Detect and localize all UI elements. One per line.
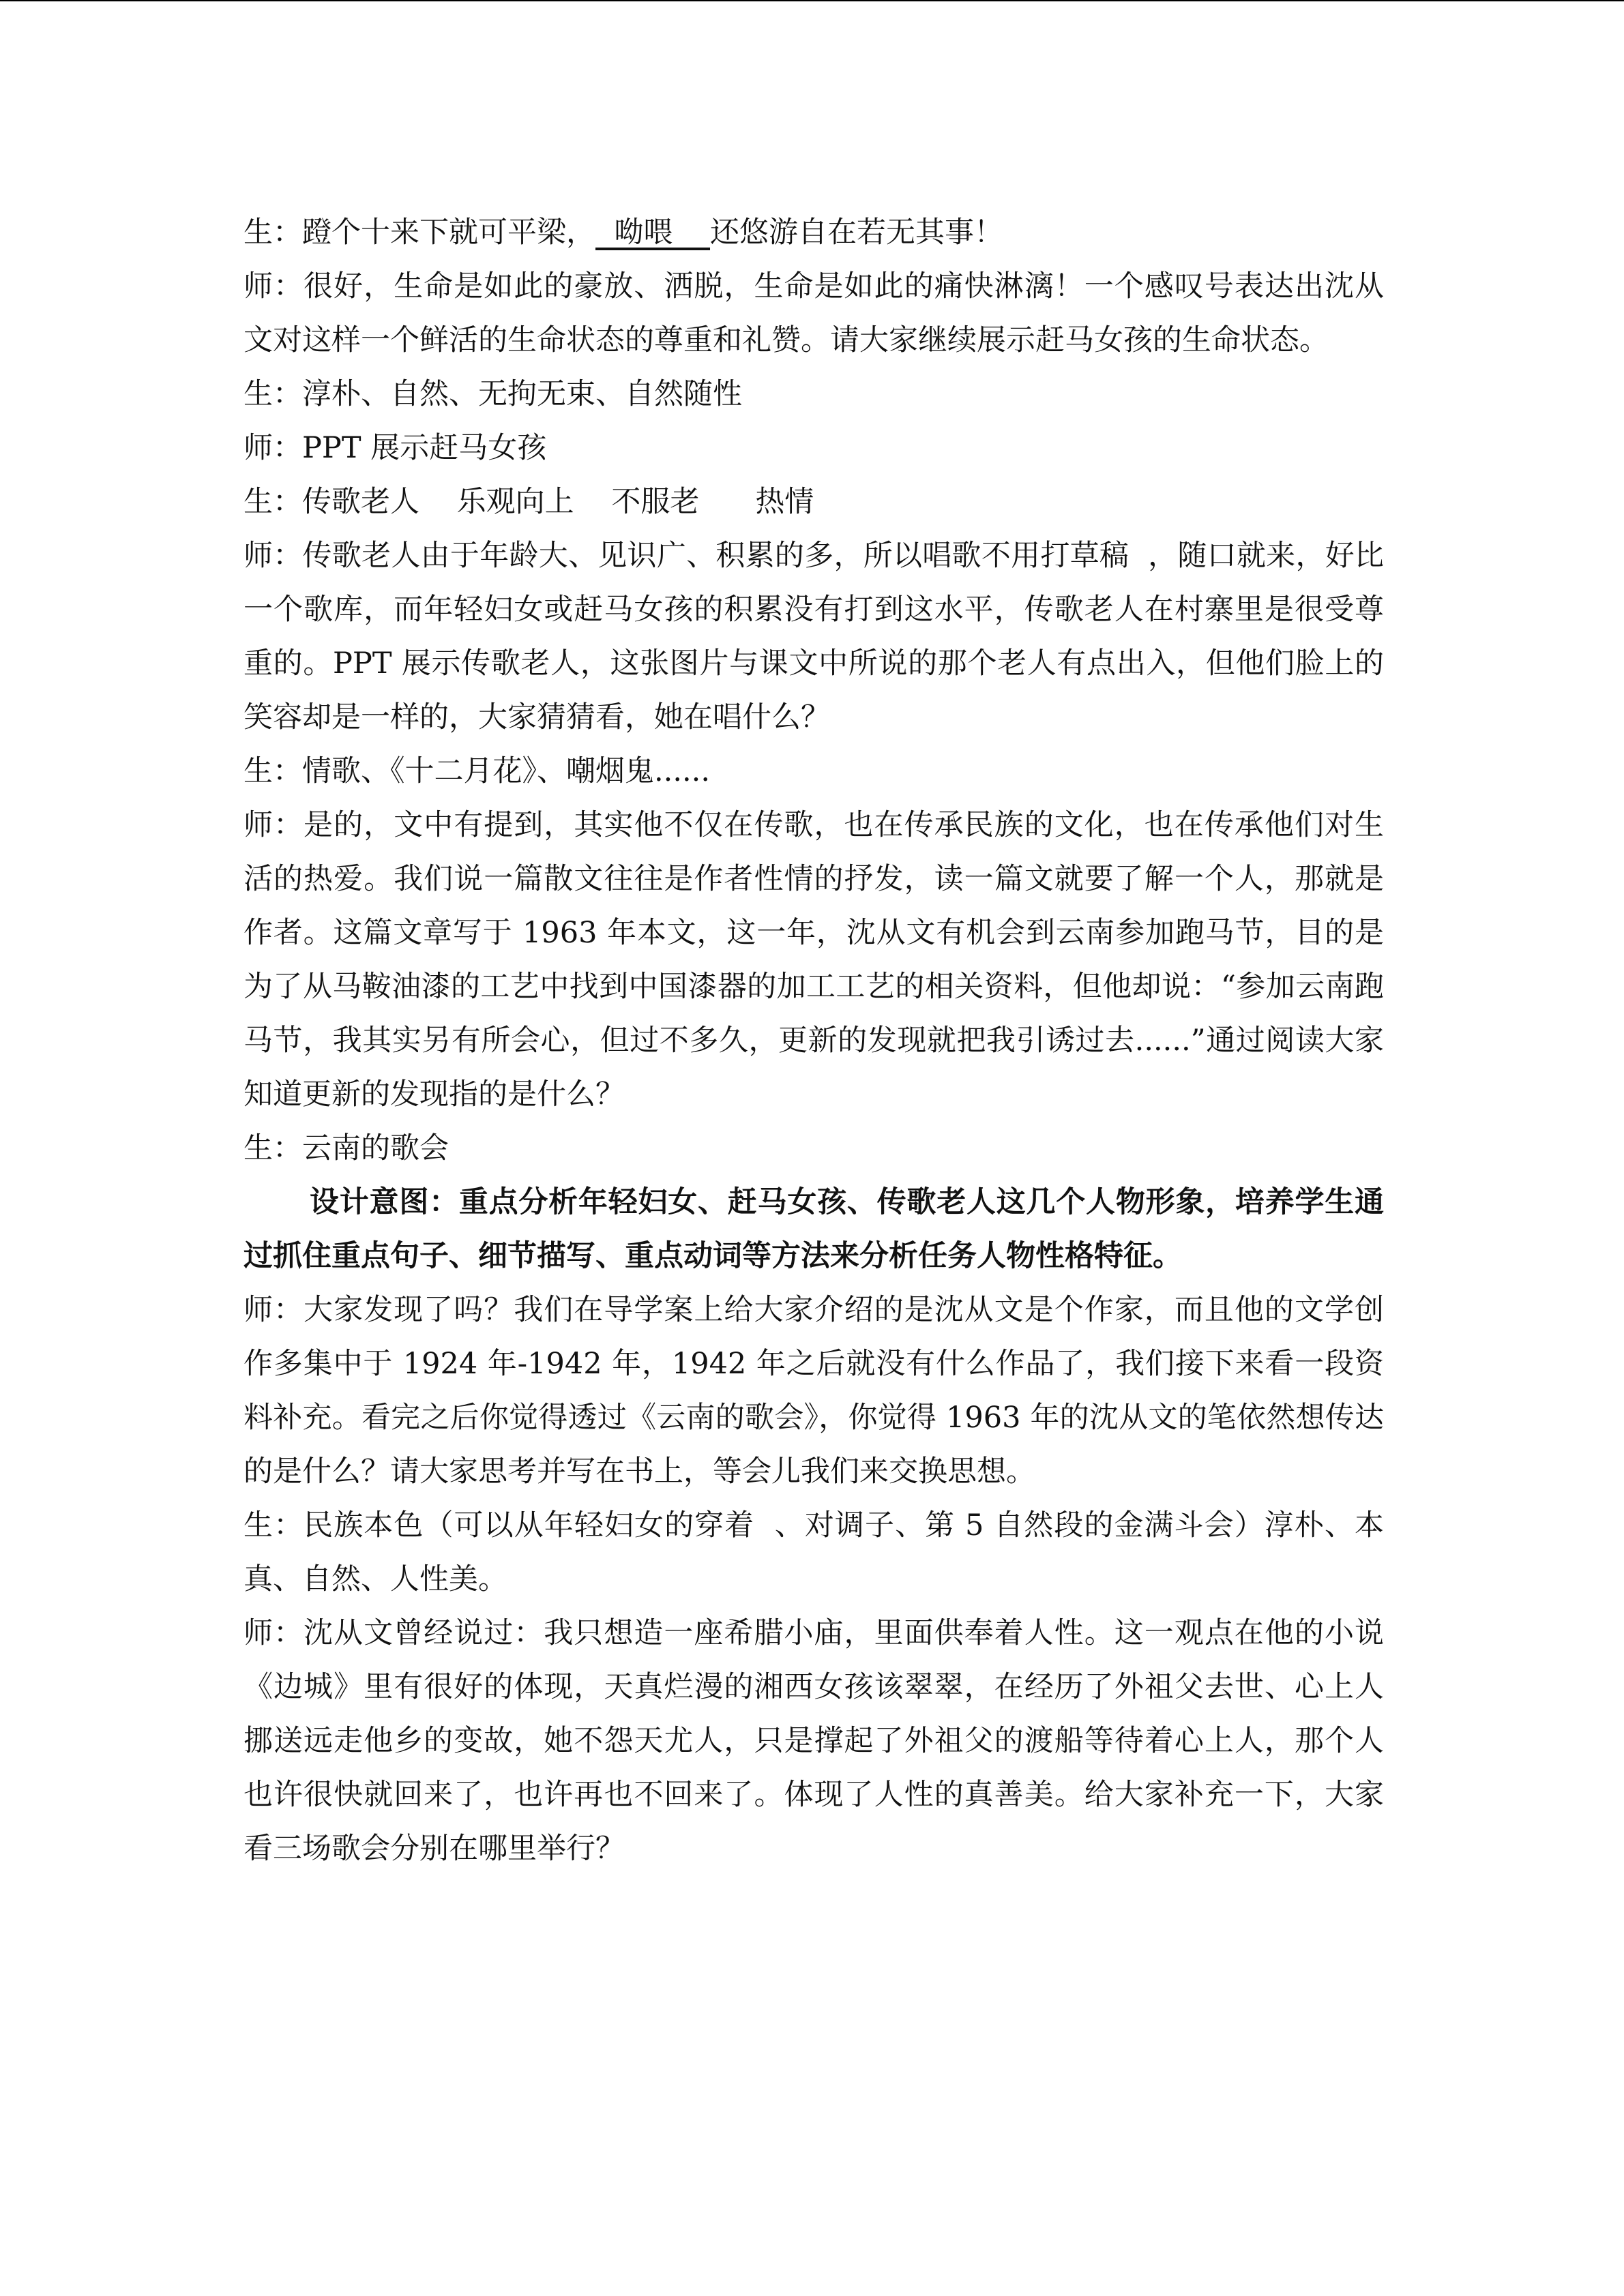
line-1-text: 生：蹬个十来下就可平梁，	[243, 215, 595, 250]
paragraph-11: 师：大家发现了吗？我们在导学案上给大家介绍的是沈从文是个作家，而且他的文学创作多集中于 1924 年-1942 年，1942 年之后就没有什么作品了，我们接下来看一段资料补充。看完之后你觉得透过《云南的歌会》，你觉得 1963 年的沈从文的笔依然想传达的是什么？请大家思考并写在书上，等会儿我们来交换思想。	[243, 1293, 1384, 1489]
paragraph-13: 师：沈从文曾经说过：我只想造一座希腊小庙，里面供奉着人性。这一观点在他的小说《边城》里有很好的体现，天真烂漫的湘西女孩该翠翠，在经历了外祖父去世、心上人挪送远走他乡的变故，她不怨天尤人，只是撑起了外祖父的渡船等待着心上人，那个人也许很快就回来了，也许再也不回来了。体现了人性的真善美。给大家补充一下，大家看三场歌会分别在哪里举行？	[243, 1616, 1384, 1866]
fill-blank-answer: 呦喂	[595, 215, 711, 250]
paragraph-1	[243, 206, 1384, 260]
paragraph-6: 师：传歌老人由于年龄大、见识广、积累的多，所以唱歌不用打草稿 ，随口就来，好比一个歌库，而年轻妇女或赶马女孩的积累没有打到这水平，传歌老人在村寨里是很受尊重的。PPT 展示传歌老人，这张图片与课文中所说的那个老人有点出入，但他们脸上的笑容却是一样的，大家猜猜看，她在唱什么？	[243, 539, 1384, 734]
paragraph-12: 生：民族本色（可以从年轻妇女的穿着 、对调子、第 5 自然段的金满斗会）淳朴、本真、自然、人性美。	[243, 1508, 1384, 1596]
line-1-tail: 还悠游自在若无其事！	[710, 215, 1004, 250]
paragraph-8: 师：是的，文中有提到，其实他不仅在传歌，也在传承民族的文化，也在传承他们对生活的热爱。我们说一篇散文往往是作者性情的抒发，读一篇文就要了解一个人，那就是作者。这篇文章写于 1963 年本文，这一年，沈从文有机会到云南参加跑马节，目的是为了从马鞍油漆的工艺中找到中国漆器的加工工艺的相关资料，但他却说：“参加云南跑马节，我其实另有所会心，但过不多久，更新的发现就把我引诱过去......”通过阅读大家知道更新的发现指的是什么？	[243, 808, 1384, 1112]
paragraph-4: 师：PPT 展示赶马女孩	[243, 431, 547, 465]
paragraph-5: 生：传歌老人 乐观向上 不服老 热情	[243, 485, 814, 519]
paragraph-2: 师：很好，生命是如此的豪放、洒脱，生命是如此的痛快淋漓！一个感叹号表达出沈从文对这样一个鲜活的生命状态的尊重和礼赞。请大家继续展示赶马女孩的生命状态。	[243, 269, 1384, 357]
paragraph-7: 生：情歌、《十二月花》、嘲烟鬼......	[243, 754, 711, 788]
paragraph-3: 生：淳朴、自然、无拘无束、自然随性	[243, 377, 742, 411]
design-intent-paragraph: 设计意图：重点分析年轻妇女、赶马女孩、传歌老人这几个人物形象，培养学生通过抓住重点句子、细节描写、重点动词等方法来分析任务人物性格特征。	[243, 1185, 1384, 1273]
paragraph-9: 生：云南的歌会	[243, 1131, 449, 1165]
document-body	[243, 206, 1384, 1876]
